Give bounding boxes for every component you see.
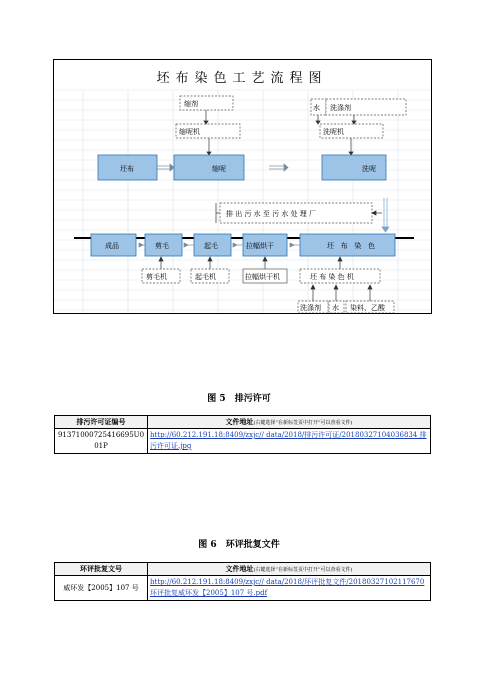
node-la-fu-hong-gan-ji: 拉幅烘干机 <box>245 273 280 281</box>
fig5-header-address <box>148 416 431 429</box>
node-pi-bu: 坯布 <box>120 165 134 173</box>
fig6-caption: 图 6 环评批复文件 <box>198 540 280 550</box>
node-suo-ni-ji: 缩呢机 <box>179 128 200 136</box>
fig6-table <box>54 562 431 601</box>
fig6-header-address-label: 文件地址 <box>225 564 254 573</box>
fig5-header-address-label: 文件地址 <box>225 417 254 426</box>
fig5-table <box>54 415 431 454</box>
process-flow-diagram <box>53 59 432 314</box>
fig5-header-note: (右键选择“在新标签页中打开”可以查看文件) <box>253 420 353 426</box>
node-xi-di-ji2: 洗涤剂 <box>300 304 321 312</box>
table-row <box>55 576 431 601</box>
node-suo-ni-box <box>174 155 244 180</box>
table-header-row <box>55 563 431 576</box>
node-qi-mao: 起毛 <box>204 242 218 250</box>
node-xi-ni-ji: 洗呢机 <box>323 128 344 136</box>
node-wastewater: 排 出 污 水 至 污 水 处 理 厂 <box>226 210 317 218</box>
fig5-header-id: 排污许可证编号 <box>55 416 148 429</box>
node-pi-bu-ran-se: 坯 布 染 色 <box>327 242 376 250</box>
flow-diagram-canvas <box>54 60 431 313</box>
table-row <box>55 429 431 454</box>
fig6-header-note: (右键选择“在新标签页中打开”可以查看文件) <box>253 567 353 573</box>
node-suo-ji: 缩剂 <box>184 100 198 108</box>
node-la-fu-hong-gan: 拉幅烘干 <box>246 242 274 250</box>
node-cheng-pin: 成品 <box>105 242 119 250</box>
fig5-caption: 图 5 排污许可 <box>207 394 271 404</box>
node-xi-ni-box <box>322 155 386 180</box>
node-jian-mao-ji: 剪毛机 <box>146 273 167 281</box>
node-pi-bu-ran-se-ji: 坯 布 染 色 机 <box>310 273 354 281</box>
fig5-permit-id: 91371000725416695U001P <box>55 429 148 454</box>
fig6-header-id: 环评批复文号 <box>55 563 148 576</box>
node-jian-mao: 剪毛 <box>155 242 169 250</box>
node-shui2: 水 <box>332 304 339 312</box>
node-ran-liao: 染料、乙酸 <box>350 304 385 312</box>
node-shui: 水 <box>313 104 320 112</box>
table-header-row <box>55 416 431 429</box>
fig6-header-address <box>148 563 431 576</box>
diagram-title: 坯布染色工艺流程图 <box>156 71 328 86</box>
fig6-approval-id: 威环发【2005】107 号 <box>55 576 148 601</box>
node-qi-mao-ji: 起毛机 <box>195 273 216 281</box>
node-suo-ni: 缩呢 <box>212 165 226 173</box>
node-xi-ni: 洗呢 <box>362 165 376 173</box>
node-xi-di-ji: 洗涤剂 <box>330 104 351 112</box>
fig5-file-link[interactable]: http://60.212.191.18:8409/zxjc// data/2018/排污许可证/20180327104036834 排污许可证.jpg <box>148 429 431 454</box>
fig6-file-link[interactable]: http://60.212.191.18:8409/zxjc// data/2018/环评批复文件/20180327102117670 环评批复威环发【2005】107 号.pdf <box>148 576 431 601</box>
